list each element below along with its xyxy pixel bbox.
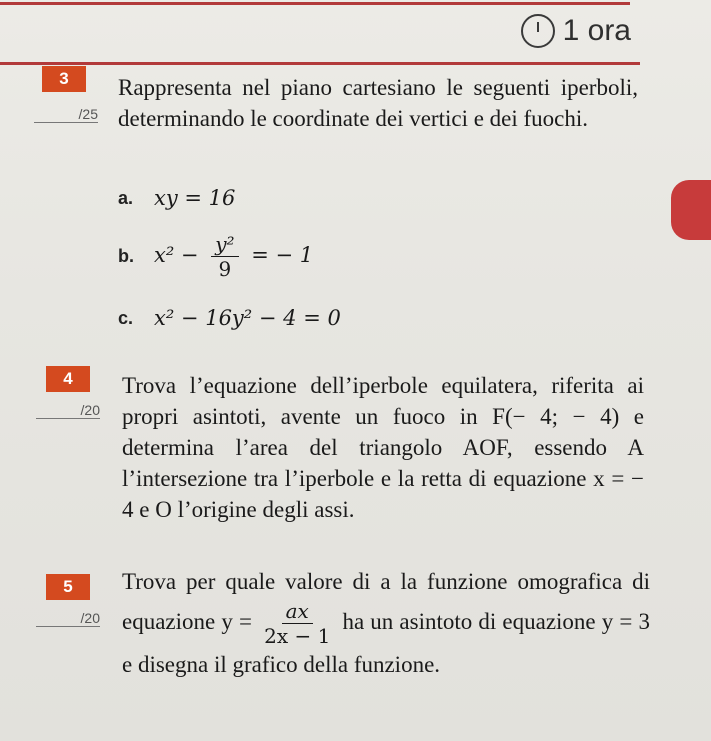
item-label: b.: [118, 246, 134, 266]
side-tab: [671, 180, 711, 240]
equation: [154, 232, 313, 281]
fraction-denominator: 2x − 1: [264, 624, 331, 648]
equation: x² − 16y² − 4 = 0: [154, 306, 341, 330]
score-field: /20: [36, 402, 100, 419]
equation-part: x² −: [154, 243, 206, 267]
fraction: [211, 232, 238, 281]
exercise-item: [118, 232, 313, 281]
fraction: [264, 599, 330, 648]
fraction-numerator: ax: [282, 599, 313, 624]
exercise-item: [118, 306, 341, 330]
score-field: /20: [36, 610, 100, 627]
header-rule-top: [0, 2, 630, 5]
exercise-number-badge: 3: [42, 66, 86, 92]
exercise-text: Rappresenta nel piano cartesiano le seguenti iperboli, determinando le coordinate dei vertici e dei fuochi.: [118, 75, 638, 131]
equation: xy = 16: [154, 186, 236, 210]
score-field: /25: [34, 106, 98, 123]
equation-part: = − 1: [244, 243, 314, 267]
item-label: c.: [118, 307, 134, 328]
exercise-number-badge: 4: [46, 366, 90, 392]
exercise-text-part: Trova per quale valore di a la funzione omografica di equazione y =: [122, 569, 650, 634]
timer-label: 1 ora: [562, 14, 631, 47]
clock-icon: [521, 14, 555, 48]
header-rule-bottom: [0, 62, 640, 65]
exercise-text-part: ha un asintoto di equazione y = 3 e disegna il grafico della funzione.: [122, 608, 651, 677]
exercise-number-badge: 5: [46, 574, 90, 600]
exercise-text: Trova l’equazione dell’iperbole equilatera, riferita ai propri asintoti, avente un fuoco in F(− 4; − 4) e determina l’area del triangolo AOF, essendo A l’intersezione tra l’iperbole e la retta di equazione x = − 4 e O l’origine degli assi.: [122, 373, 644, 522]
time-indicator: [521, 14, 631, 48]
exercise-item: [118, 186, 235, 210]
item-label: a.: [118, 187, 134, 208]
fraction-numerator: y²: [211, 232, 238, 257]
exercise-text: [122, 565, 650, 682]
fraction-denominator: 9: [218, 257, 232, 281]
